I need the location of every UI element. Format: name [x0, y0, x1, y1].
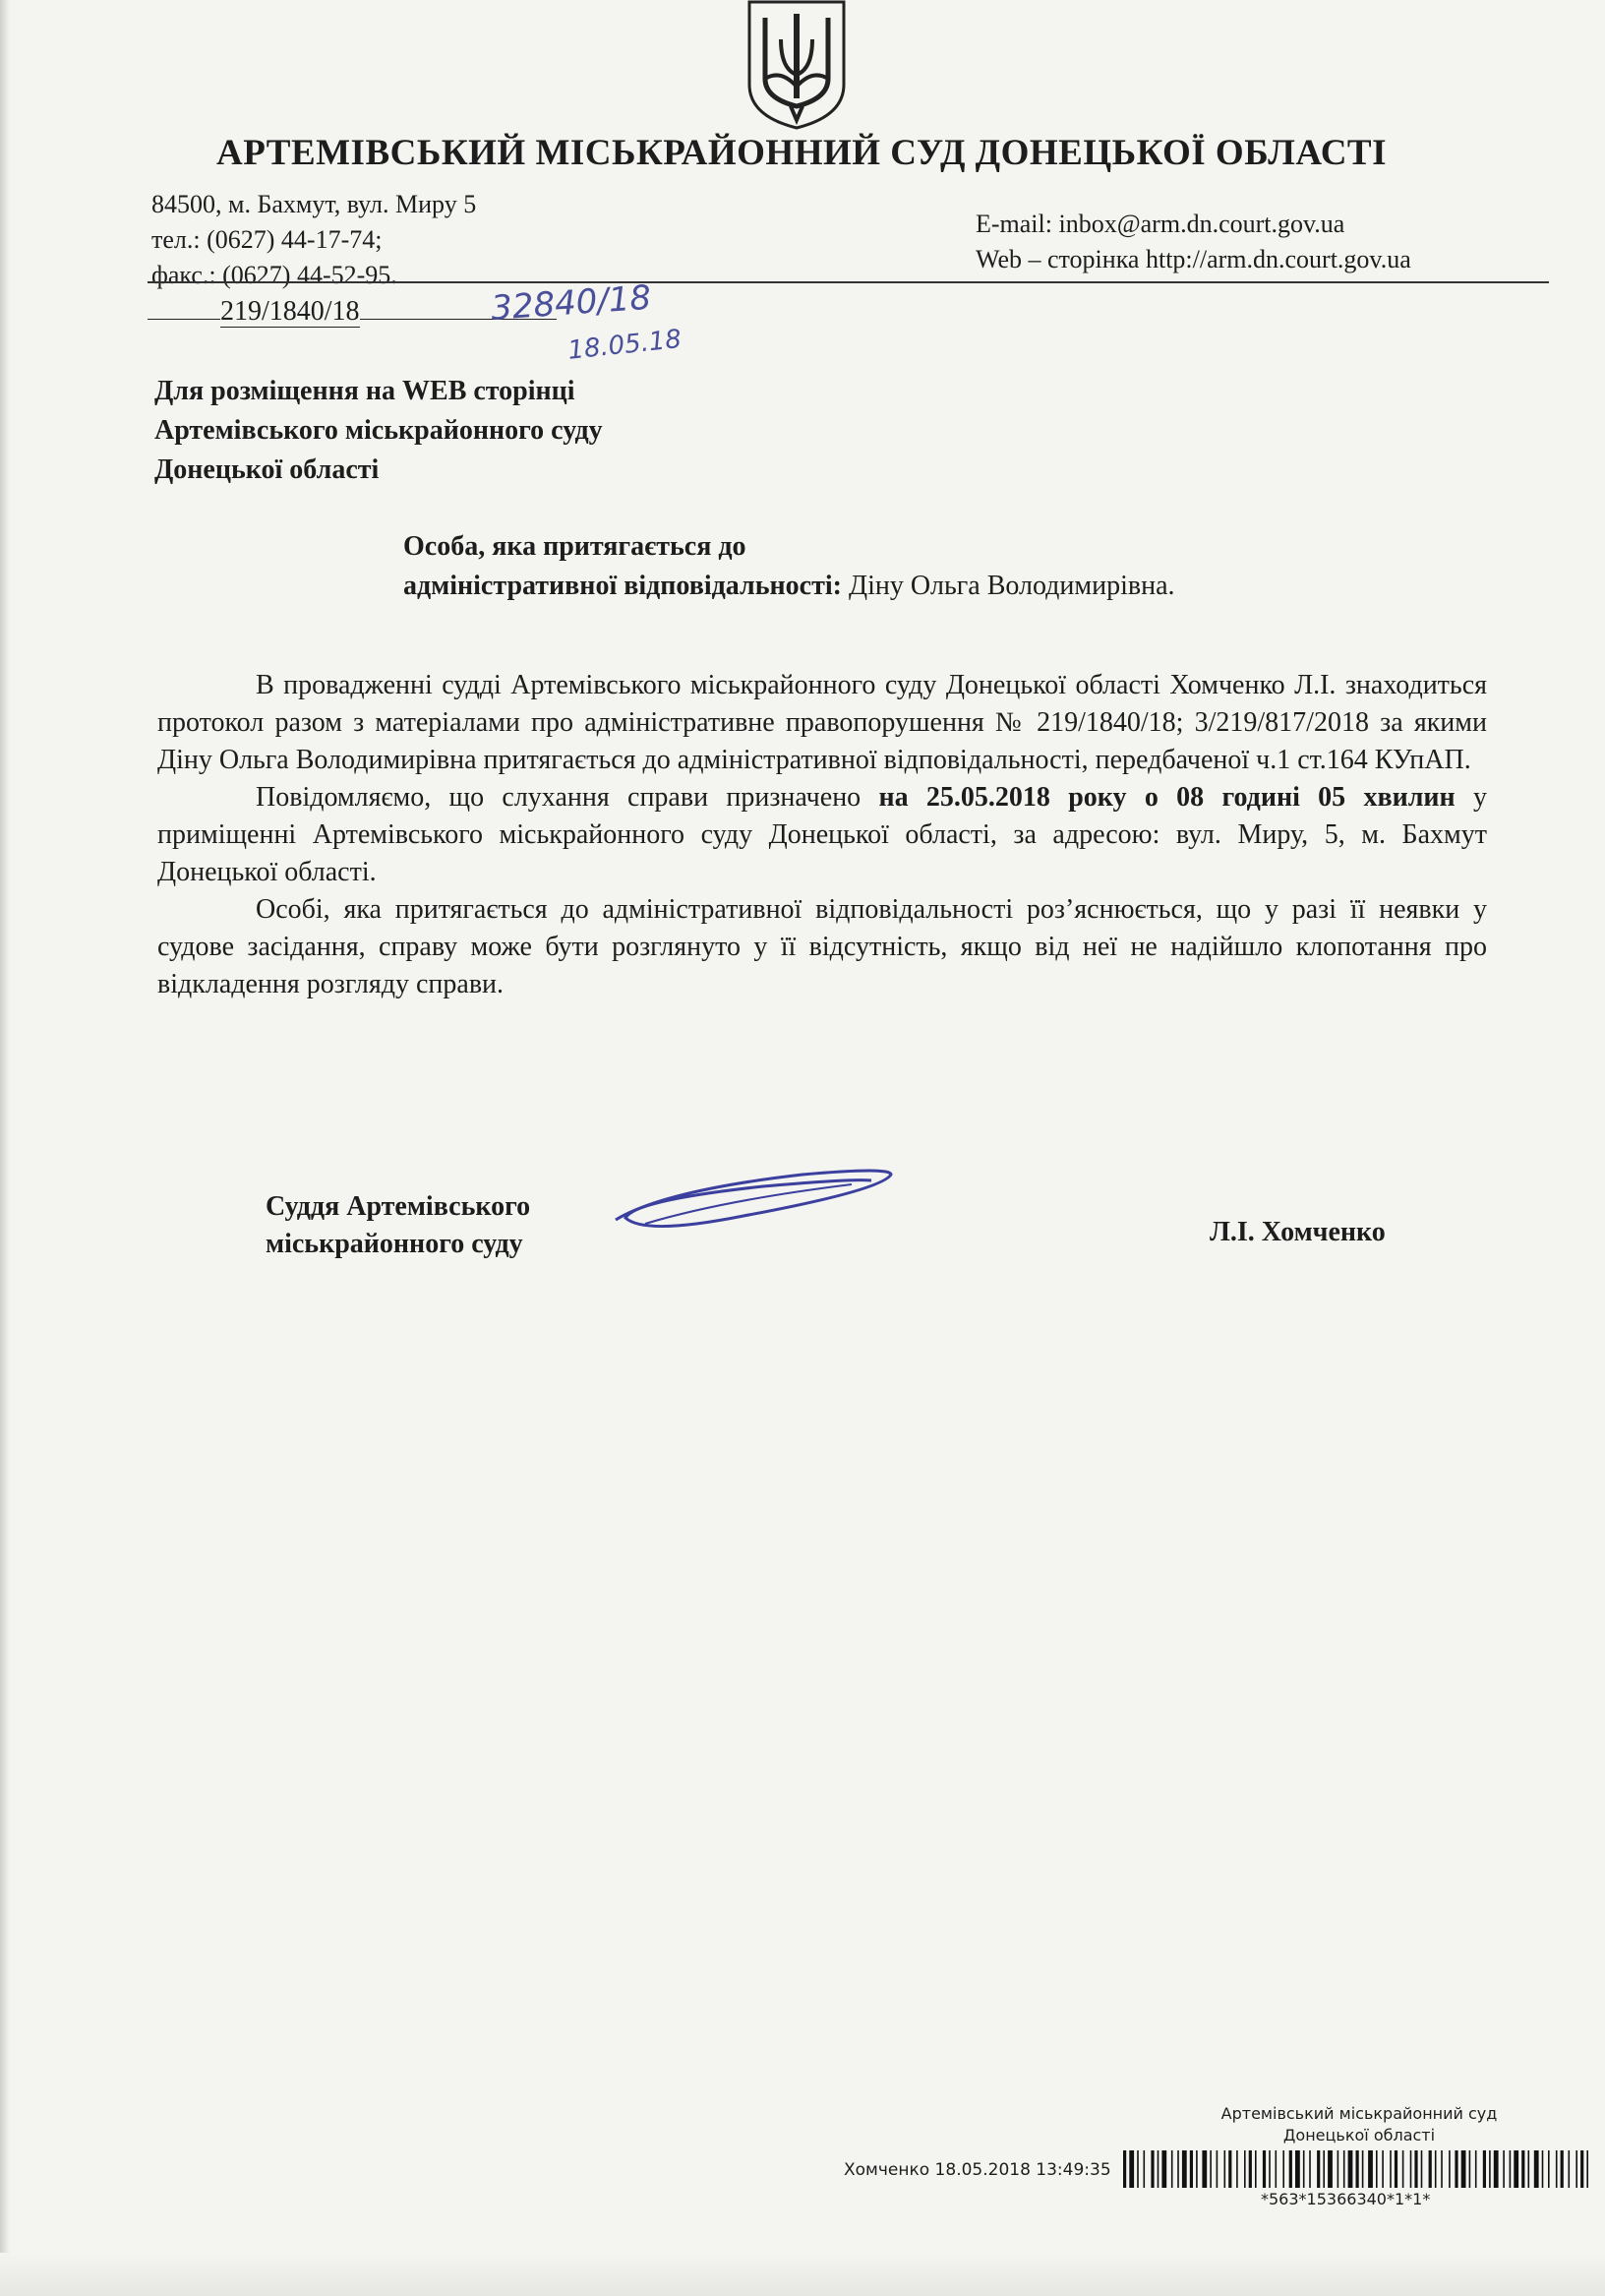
hearing-date: на 25.05.2018 року о 08 годині 05 хвилин	[878, 782, 1456, 813]
court-contacts-left	[151, 187, 476, 293]
court-name-heading: АРТЕМІВСЬКИЙ МІСЬКРАЙОННИЙ СУД ДОНЕЦЬКОЇ ОБЛАСТІ	[216, 133, 1387, 173]
barcode-number: *563*15366340*1*1*	[1261, 2190, 1431, 2208]
recipient-line: Донецької області	[154, 454, 380, 485]
document-body	[157, 667, 1487, 1003]
signer-title	[266, 1188, 530, 1263]
recipient-block	[154, 372, 603, 490]
trident-emblem-icon	[742, 0, 852, 130]
registry-stamp-user: Хомченко 18.05.2018 13:49:35	[844, 2160, 1111, 2180]
body-text: у приміщенні Артемівського міськрайонного суду Донецької області, за адресою: вул. Миру, 5, м. Бахмут Донецької області.	[157, 782, 1488, 887]
signer-name: Л.І. Хомченко	[1210, 1217, 1386, 1247]
recipient-line: Для розміщення на WEB сторінці	[154, 376, 575, 406]
scan-edge-bottom	[0, 2253, 1605, 2296]
court-fax: факс.: (0627) 44-52-95.	[151, 261, 397, 289]
registration-number: 219/1840/18	[220, 296, 360, 327]
handwritten-date: 18.05.18	[566, 324, 684, 366]
scan-edge	[0, 0, 10, 2296]
subject-label: Особа, яка притягається до	[403, 531, 746, 562]
barcode-icon	[1121, 2150, 1598, 2188]
court-email: E-mail: inbox@arm.dn.court.gov.ua	[976, 210, 1345, 238]
subject-person: Діну Ольга Володимирівна.	[848, 571, 1175, 601]
court-contacts-right	[976, 207, 1411, 277]
stamp-org-line: Артемівський міськрайонний суд	[1220, 2104, 1498, 2123]
header-divider	[148, 281, 1549, 283]
recipient-line: Артемівського міськрайонного суду	[154, 415, 603, 446]
body-paragraph: В провадженні судді Артемівського міськрайонного суду Донецької області Хомченко Л.І. знаходиться протокол разом з матеріалами про адміністративне правопорушення № 219/1840/18; 3/219/817/2018 за якими Діну Ольга Володимирівна притягається до адміністративної відповідальності, передбаченої ч.1 ст.164 КУпАП.	[157, 670, 1487, 775]
court-address: 84500, м. Бахмут, вул. Миру 5	[151, 190, 477, 218]
body-text: Повідомляємо, що слухання справи призначено	[256, 782, 879, 813]
handwritten-signature	[606, 1161, 901, 1239]
signer-title-line: Суддя Артемівського	[266, 1191, 531, 1222]
body-paragraph: Особі, яка притягається до адміністративної відповідальності роз’яснюється, що у разі її неявки у судове засідання, справу може бути розглянуто у її відсутність, якщо від неї не надійшло клопотання про відкладення розгляду справи.	[157, 894, 1487, 999]
subject-label: адміністративної відповідальності:	[403, 571, 842, 601]
body-paragraph	[157, 779, 1487, 891]
court-phone: тел.: (0627) 44-17-74;	[151, 225, 383, 254]
registry-stamp-org	[1212, 2103, 1507, 2146]
court-website: Web – сторінка http://arm.dn.court.gov.ua	[976, 245, 1411, 273]
subject-block	[403, 527, 1175, 606]
signer-title-line: міськрайонного суду	[266, 1229, 523, 1259]
blank-underline	[148, 293, 220, 320]
stamp-org-line: Донецької області	[1282, 2126, 1436, 2145]
handwritten-incoming-number: 32840/18	[490, 277, 653, 329]
